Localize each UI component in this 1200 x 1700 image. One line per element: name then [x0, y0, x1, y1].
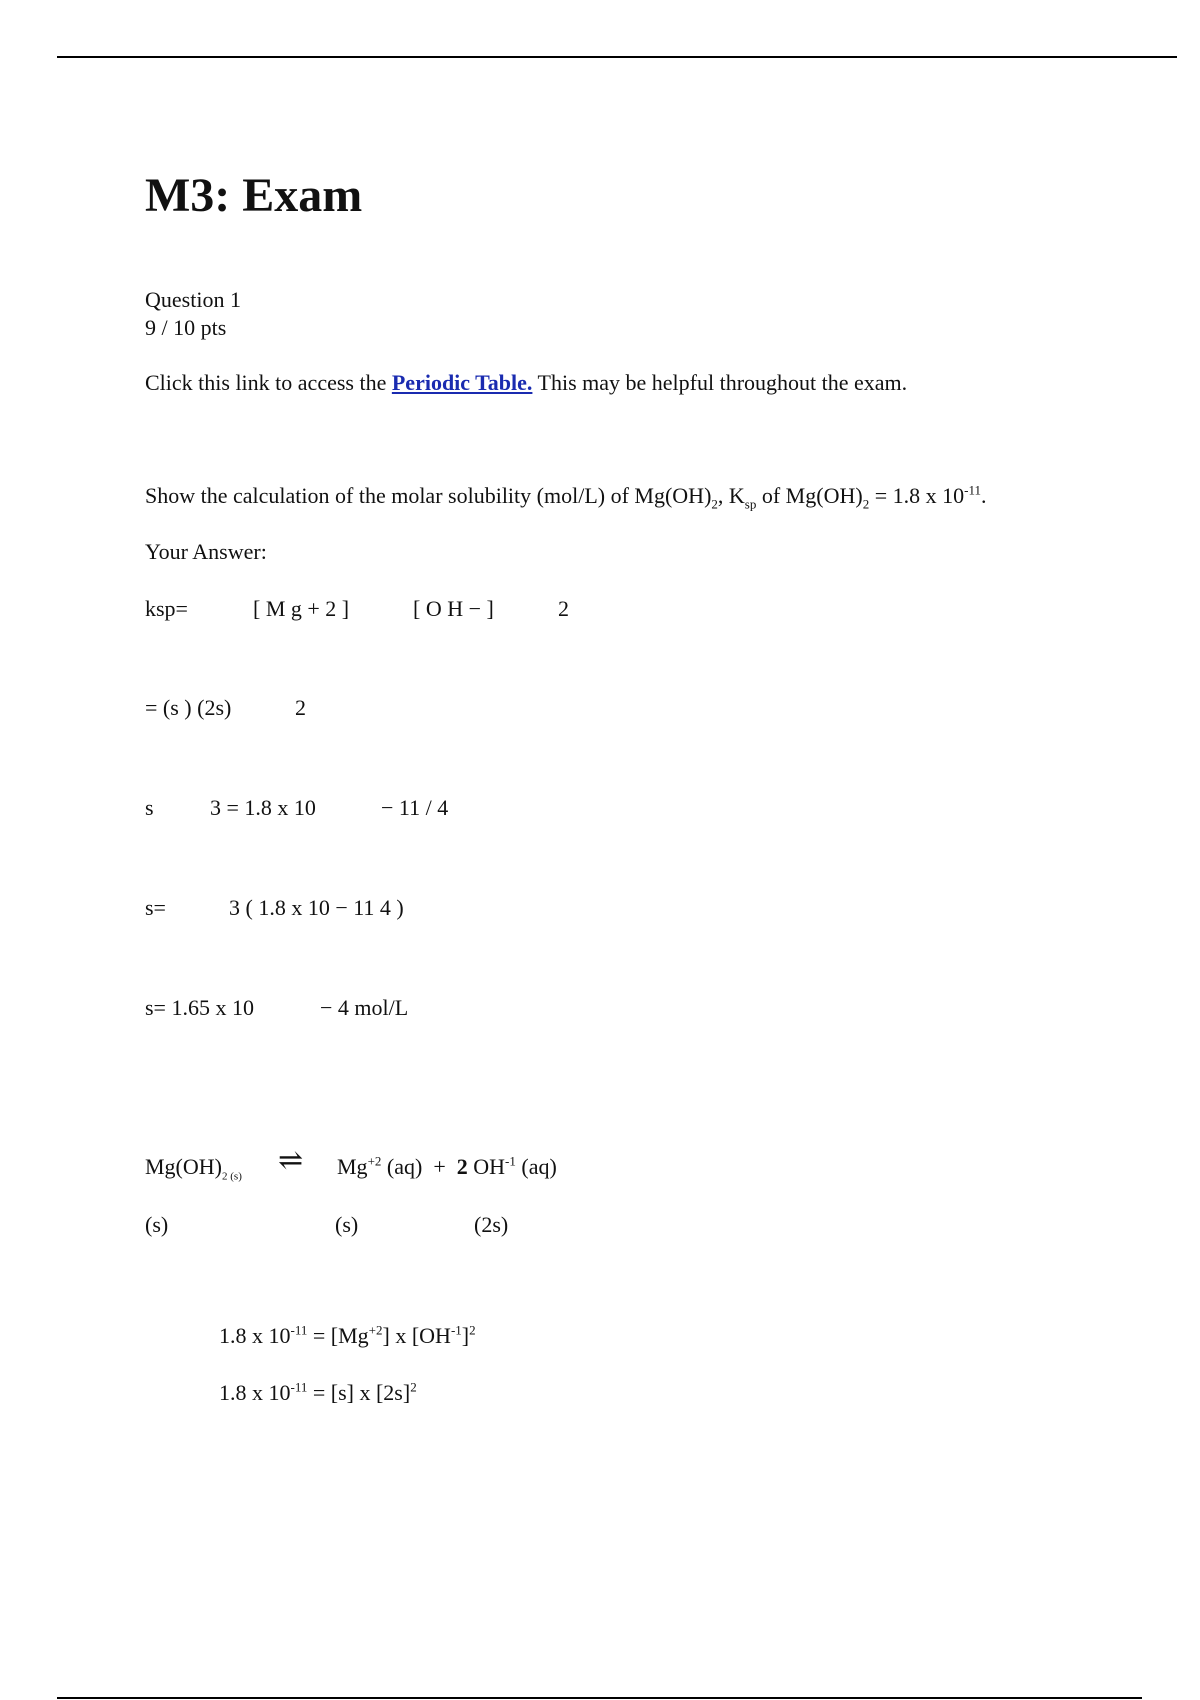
answer-line-1-d: 2: [558, 596, 569, 621]
product-1-state: (aq): [381, 1154, 423, 1179]
answer-line-2-a: = (s ) (2s): [145, 695, 232, 720]
answer-line-4-b: 3 ( 1.8 x 10 − 11 4 ): [229, 895, 404, 920]
ksp-text: ] x [OH: [382, 1323, 451, 1348]
reactant-formula: Mg(OH): [145, 1154, 222, 1179]
prompt-text: Show the calculation of the molar solubility (mol/L) of Mg(OH): [145, 483, 712, 508]
reactant-sub: 2 (s): [222, 1170, 242, 1183]
ice-col-2: (s): [335, 1212, 359, 1237]
ksp-text: 1.8 x 10: [219, 1323, 291, 1348]
ksp-text: = [Mg: [307, 1323, 369, 1348]
coefficient: 2: [456, 1154, 468, 1179]
question-intro: [145, 372, 907, 394]
answer-line-2-b: 2: [295, 695, 306, 720]
product-2-state: (aq): [515, 1154, 557, 1179]
intro-text-after: This may be helpful throughout the exam.: [532, 370, 908, 395]
question-number: Question 1: [145, 287, 241, 312]
ksp-sup: -1: [450, 1322, 462, 1338]
prompt-text: , K: [717, 483, 745, 508]
prompt-sub: 2: [862, 496, 870, 512]
ice-col-1: (s): [145, 1212, 169, 1237]
product-1: Mg: [337, 1154, 368, 1179]
equation-products: [337, 1153, 557, 1179]
ksp-sup: -11: [290, 1379, 308, 1395]
answer-line-3-c: − 11 / 4: [381, 795, 449, 820]
equilibrium-arrow-icon: ⇌: [278, 1144, 304, 1177]
prompt-text: = 1.8 x 10: [869, 483, 965, 508]
ksp-expression-1: [219, 1322, 476, 1348]
plus-sign: +: [433, 1154, 446, 1179]
ksp-sup: +2: [368, 1322, 383, 1338]
ksp-sup: 2: [410, 1379, 417, 1395]
top-divider: [57, 56, 1177, 58]
prompt-text: .: [980, 483, 987, 508]
ksp-text: 1.8 x 10: [219, 1380, 291, 1405]
answer-line-4-a: s=: [145, 895, 166, 920]
ice-col-3: (2s): [474, 1212, 509, 1237]
prompt-sub: sp: [744, 496, 757, 512]
ksp-sup: 2: [469, 1322, 476, 1338]
answer-line-1-c: [ O H − ]: [413, 596, 494, 621]
answer-line-1-a: ksp=: [145, 596, 188, 621]
answer-line-3-b: 3 = 1.8 x 10: [210, 795, 316, 820]
ksp-sup: -11: [290, 1322, 308, 1338]
product-2-charge: -1: [505, 1153, 516, 1169]
intro-text-before: Click this link to access the: [145, 370, 392, 395]
prompt-sub: 2: [711, 496, 718, 512]
product-2: OH: [467, 1154, 506, 1179]
prompt-text: of Mg(OH): [756, 483, 863, 508]
ksp-text: = [s] x [2s]: [307, 1380, 411, 1405]
page-title: M3: Exam: [145, 169, 363, 222]
equation-reactant: [145, 1154, 242, 1183]
answer-line-3-a: s: [145, 795, 154, 820]
answer-line-5-b: − 4 mol/L: [320, 995, 409, 1020]
ksp-expression-2: [219, 1379, 417, 1405]
question-prompt: [145, 482, 987, 512]
question-score: 9 / 10 pts: [145, 315, 227, 340]
product-1-charge: +2: [367, 1153, 382, 1169]
periodic-table-link[interactable]: Periodic Table.: [391, 370, 533, 395]
prompt-sup: -11: [964, 482, 981, 498]
answer-line-5-a: s= 1.65 x 10: [145, 995, 254, 1020]
ksp-text: ]: [461, 1323, 470, 1348]
answer-line-1-b: [ M g + 2 ]: [253, 596, 350, 621]
bottom-divider: [57, 1697, 1142, 1699]
answer-label: Your Answer:: [145, 539, 267, 564]
